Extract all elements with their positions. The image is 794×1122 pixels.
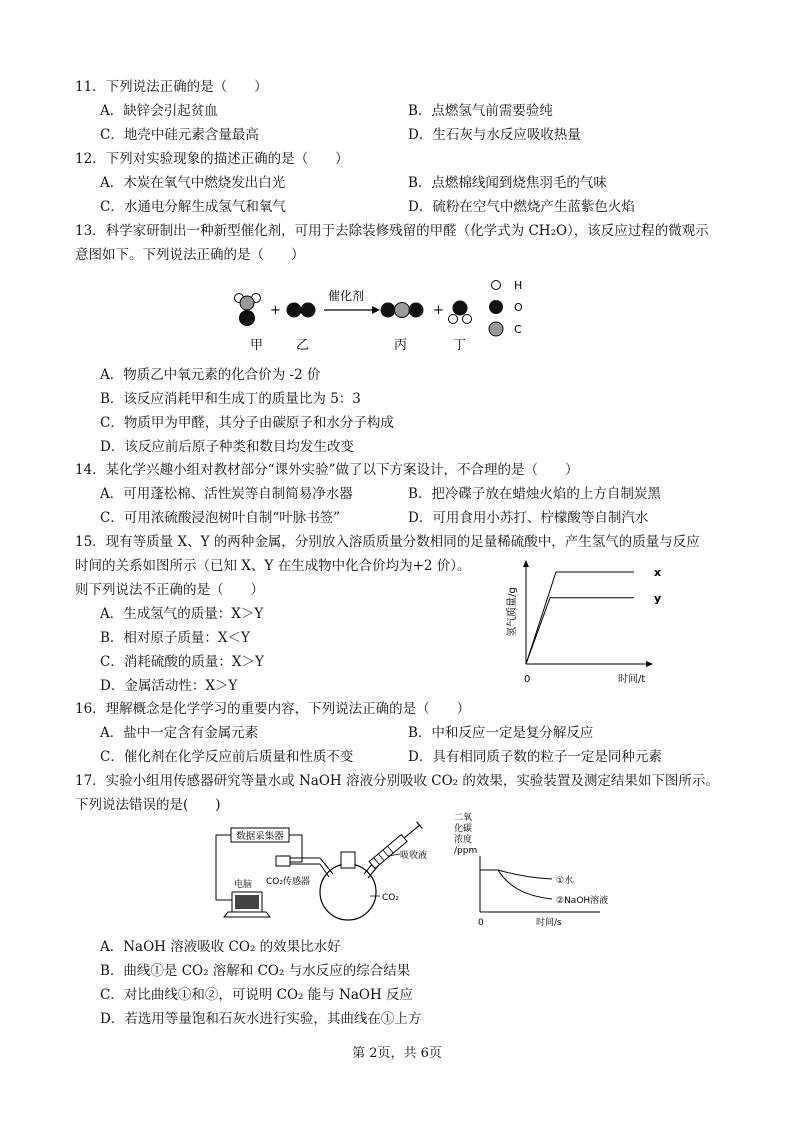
h2-chart-ylabel: 氢气质量/g <box>507 587 518 637</box>
laptop-icon <box>224 892 270 917</box>
q12-option-d: D．硫粉在空气中燃烧产生蓝紫色火焰 <box>408 199 635 215</box>
co2-label: CO₂ <box>382 893 399 903</box>
reaction-arrow <box>324 306 380 314</box>
q13-option-b: B．该反应消耗甲和生成丁的质量比为 5：3 <box>100 391 361 407</box>
plus-sign: + <box>433 303 444 318</box>
q11-option-a: A．缺锌会引起贫血 <box>100 103 218 119</box>
experiment-apparatus <box>210 814 450 930</box>
series-line-y <box>526 598 634 664</box>
molecule-jia <box>235 294 261 326</box>
legend-c: C <box>514 323 522 336</box>
series-label-x: x <box>654 566 662 579</box>
q11-option-b: B．点燃氢气前需要验纯 <box>408 103 553 119</box>
q15-option-c: C．消耗硫酸的质量：X＞Y <box>100 654 264 670</box>
q15-option-d: D．金属活动性：X＞Y <box>100 678 238 694</box>
curve-water <box>480 870 552 879</box>
q17-option-c: C．对比曲线①和②，可说明 CO₂ 能与 NaOH 反应 <box>100 987 414 1003</box>
h2-chart-origin: 0 <box>524 674 531 685</box>
q15-stem-line1: 15．现有等质量 X、Y 的两种金属，分别放入溶质质量分数相同的足量稀硫酸中，产生氢气的质量与反应 <box>75 534 700 550</box>
x-axis-arrow <box>646 661 653 667</box>
q17-stem-line2: 下列说法错误的是( ) <box>75 797 221 813</box>
molecule-ding <box>449 301 472 324</box>
q12-option-b: B．点燃棉线闻到烧焦羽毛的气味 <box>408 175 607 191</box>
curve2-label: ②NaOH溶液 <box>556 896 609 906</box>
legend-h: H <box>514 279 523 292</box>
co2-concentration-chart <box>450 808 620 930</box>
label-bing: 丙 <box>394 338 408 353</box>
q14-option-b: B．把冷碟子放在蜡烛火焰的上方自制炭黑 <box>408 486 661 502</box>
catalyst-label: 催化剂 <box>328 289 365 303</box>
q12-stem: 12．下列对实验现象的描述正确的是（ ） <box>75 151 349 167</box>
page-footer: 第 2页，共 6页 <box>352 1046 442 1061</box>
q14-stem: 14．某化学兴趣小组对教材部分“课外实验”做了以下方案设计，不合理的是（ ） <box>75 462 579 478</box>
q13-stem-line2: 意图如下。下列说法正确的是（ ） <box>75 247 305 263</box>
atom-legend <box>489 279 523 336</box>
co2-ylabel-line2: 化碳 <box>454 824 473 834</box>
series-label-y: y <box>654 591 662 605</box>
q16-option-b: B．中和反应一定是复分解反应 <box>408 725 594 741</box>
h2-chart-xlabel: 时间/t <box>618 674 646 685</box>
q11-stem: 11．下列说法正确的是（ ） <box>75 79 268 95</box>
absorbent-label: 吸收液 <box>400 851 428 861</box>
data-collector-label: 数据采集器 <box>236 831 284 842</box>
q16-option-d: D．具有相同质子数的粒子一定是同种元素 <box>408 749 662 765</box>
co2-sensor <box>276 856 290 866</box>
q12-option-c: C．水通电分解生成氢气和氧气 <box>100 199 286 215</box>
q15-stem-line2: 时间的关系如图所示（已知 X、Y 在生成物中化合价均为+2 价）。 <box>75 558 471 574</box>
co2-origin: 0 <box>478 918 484 928</box>
q14-option-c: C．可用浓硫酸浸泡树叶自制“叶脉书签” <box>100 510 341 526</box>
q13-option-a: A．物质乙中氧元素的化合价为 -2 价 <box>100 367 321 383</box>
q15-option-a: A．生成氢气的质量：X＞Y <box>100 606 264 622</box>
q17-option-d: D．若选用等量饱和石灰水进行实验，其曲线在①上方 <box>100 1011 422 1027</box>
legend-o: O <box>514 301 523 314</box>
sensor-tube <box>290 858 320 864</box>
q15-stem-line3: 则下列说法不正确的是（ ） <box>75 582 264 598</box>
syringe <box>369 822 422 869</box>
molecule-bing <box>381 303 424 318</box>
q17-stem-line1: 17．实验小组用传感器研究等量水或 NaOH 溶液分别吸收 CO₂ 的效果，实验装置及测定结果如下图所示。 <box>75 773 719 789</box>
q13-option-d: D．该反应前后原子种类和数目均发生改变 <box>100 439 354 455</box>
co2-ylabel-line3: 浓度 <box>454 835 473 845</box>
label-jia: 甲 <box>250 338 264 353</box>
co2-sensor-label: CO₂传感器 <box>266 877 310 887</box>
q14-option-d: D．可用食用小苏打、柠檬酸等自制汽水 <box>408 510 649 526</box>
q16-stem: 16．理解概念是化学学习的重要内容，下列说法正确的是（ ） <box>75 701 471 717</box>
q12-option-a: A．木炭在氧气中燃烧发出白光 <box>100 175 286 191</box>
q16-option-c: C．催化剂在化学反应前后质量和性质不变 <box>100 749 354 765</box>
q16-option-a: A．盐中一定含有金属元素 <box>100 725 259 741</box>
q13-option-c: C．物质甲为甲醛，其分子由碳原子和水分子构成 <box>100 415 394 431</box>
q13-stem-line1: 13．科学家研制出一种新型催化剂，可用于去除装修残留的甲醛（化学式为 CH₂O），该反应过程的微观示 <box>75 223 709 239</box>
label-yi: 乙 <box>296 338 310 353</box>
co2-ylabel-line1: 二氧 <box>454 813 473 823</box>
co2-xlabel: 时间/s <box>536 918 562 928</box>
curve-naoh <box>498 870 552 899</box>
q11-option-d: D．生石灰与水反应吸收热量 <box>408 127 581 143</box>
reaction-diagram <box>230 272 550 358</box>
curve1-label: ①水 <box>556 876 574 886</box>
q11-option-c: C．地壳中硅元素含量最高 <box>100 127 259 143</box>
plus-sign: + <box>270 303 281 318</box>
q17-option-a: A．NaOH 溶液吸收 CO₂ 的效果比水好 <box>100 939 341 955</box>
hydrogen-mass-chart <box>500 558 660 688</box>
computer-label: 电脑 <box>234 880 253 890</box>
q14-option-a: A．可用蓬松棉、活性炭等自制简易净水器 <box>100 486 353 502</box>
q17-option-b: B．曲线①是 CO₂ 溶解和 CO₂ 与水反应的综合结果 <box>100 963 411 979</box>
molecule-yi <box>287 303 316 318</box>
co2-ylabel-line4: /ppm <box>454 846 478 856</box>
q15-option-b: B．相对原子质量：X＜Y <box>100 630 250 646</box>
label-ding: 丁 <box>453 338 467 353</box>
y-axis-arrow <box>523 560 529 567</box>
cable-computer <box>216 835 232 900</box>
